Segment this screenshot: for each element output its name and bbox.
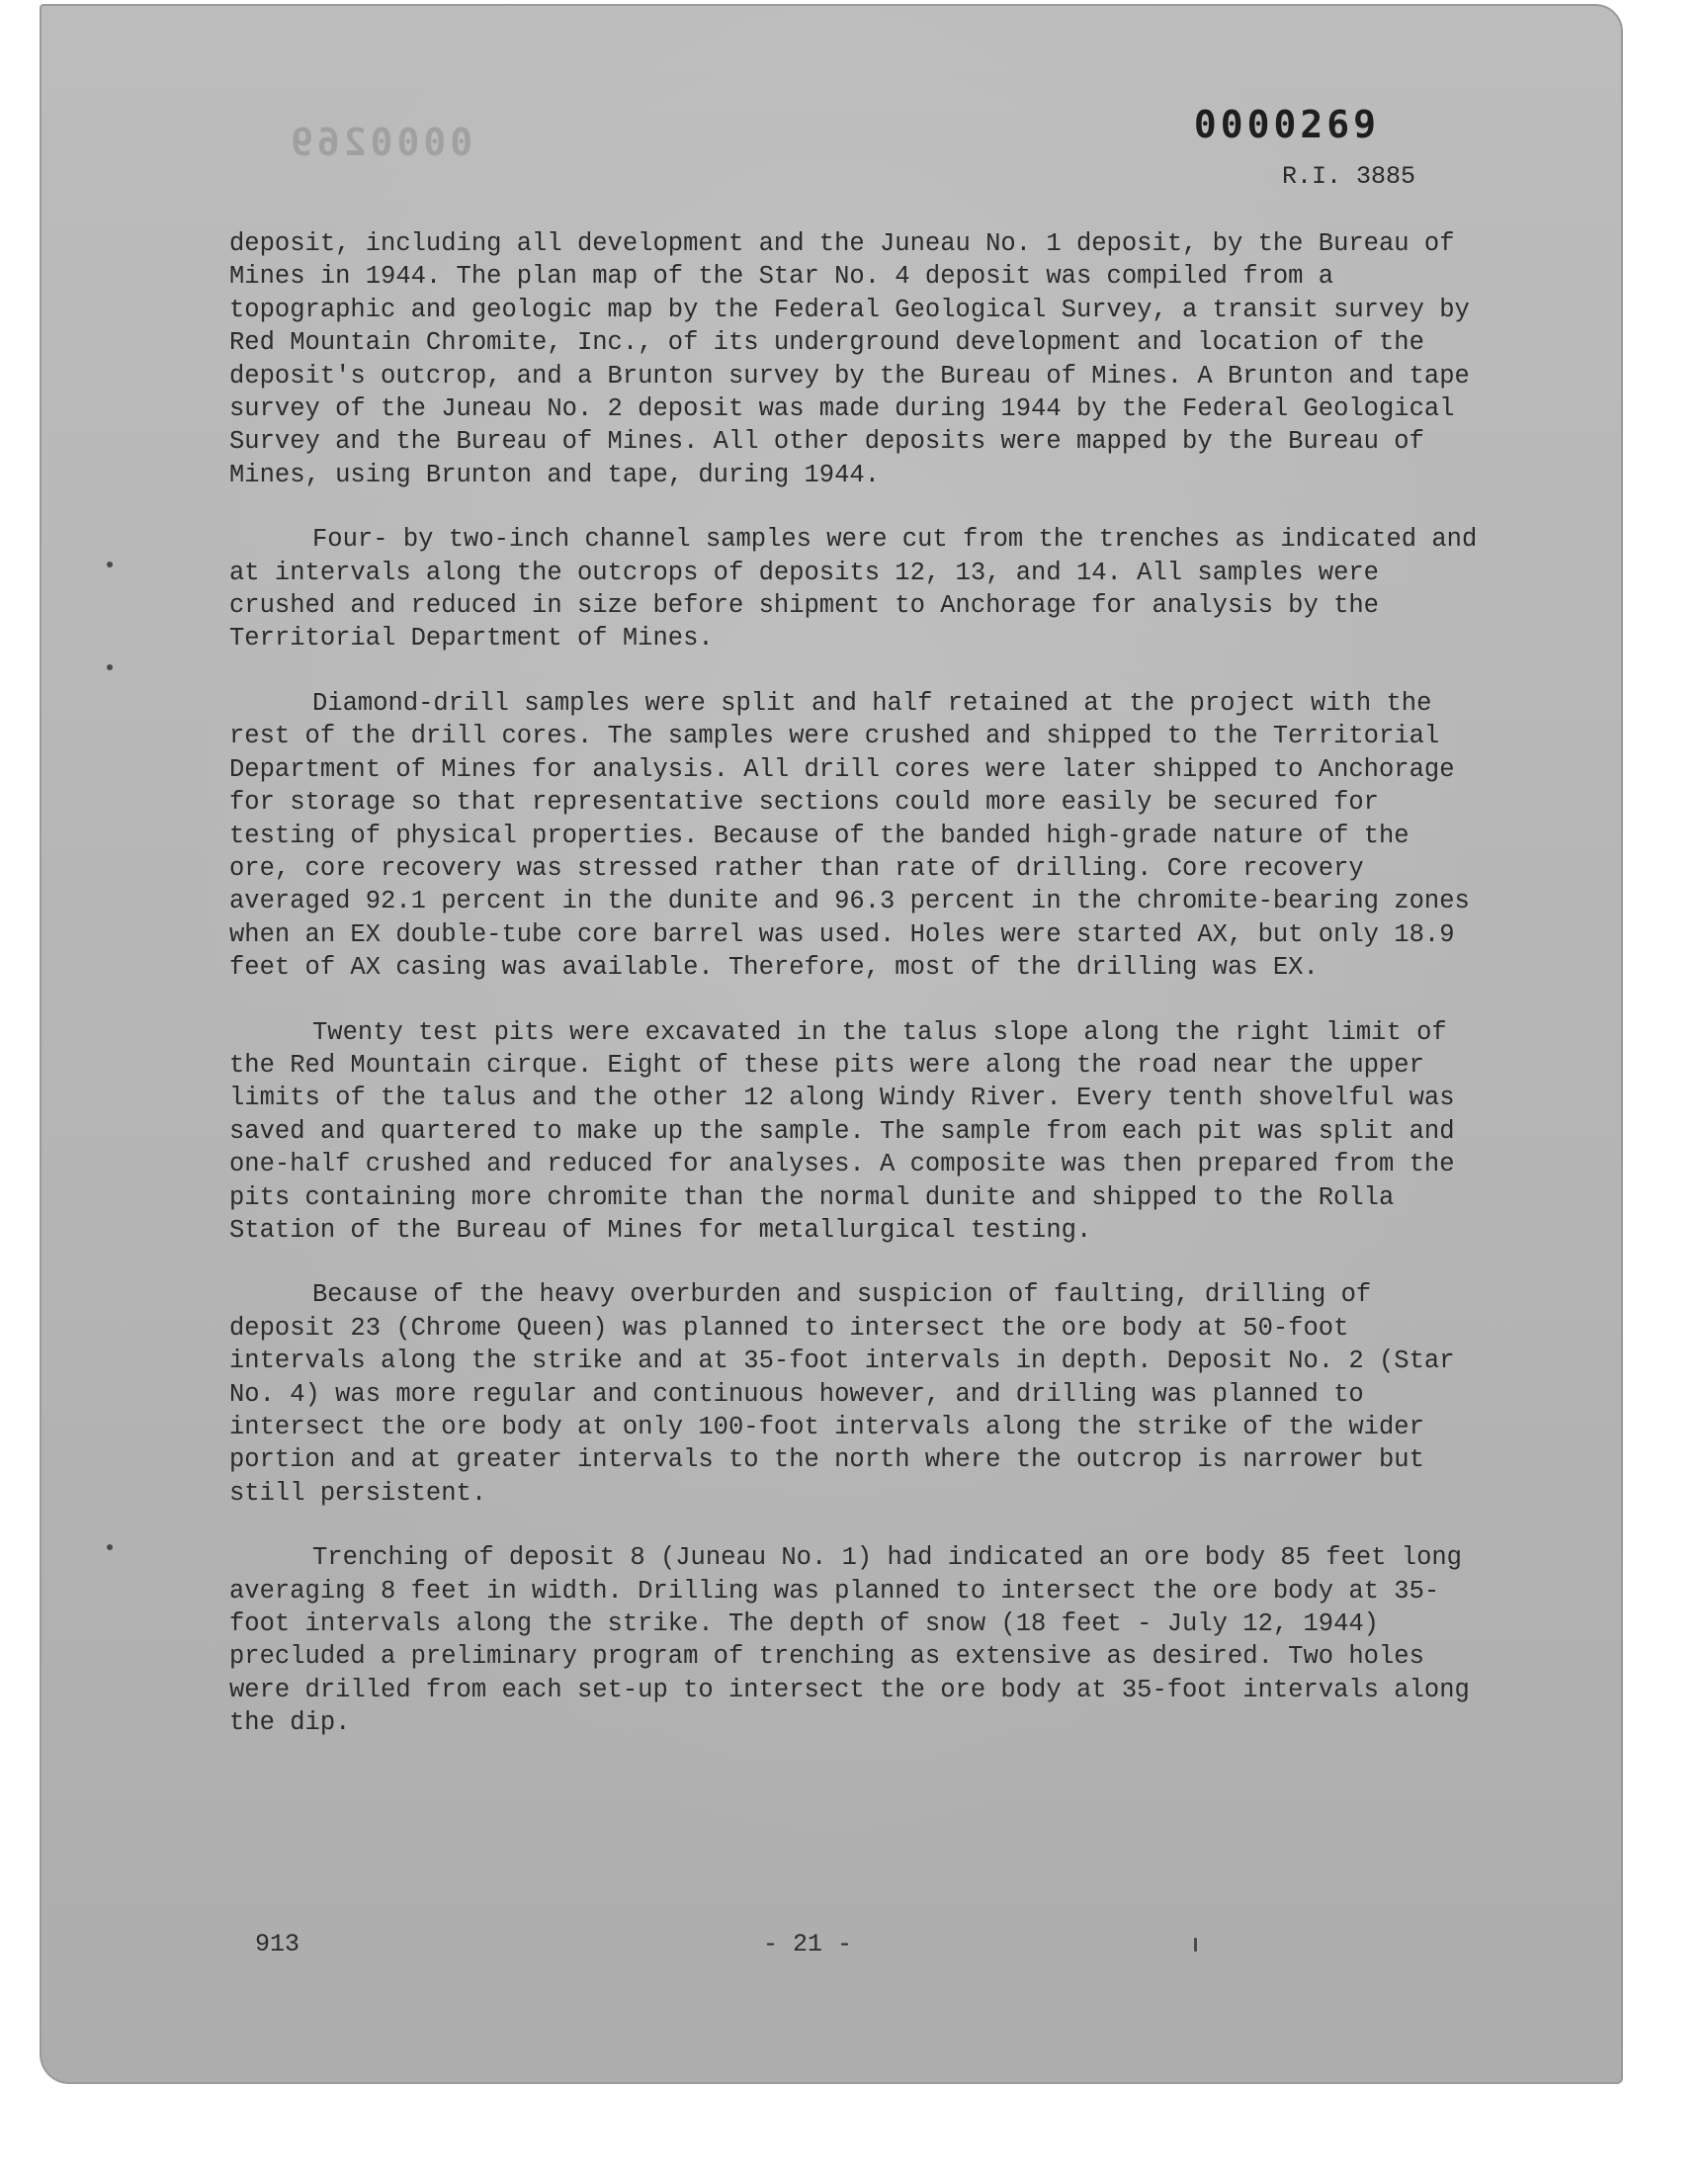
- paragraph-3: Diamond-drill samples were split and half retained at the project with the rest of the drill cores. The samples were crushed and shipped to the Territorial Department of Mines for analysis. All drill cores were later shipped to Anchorage for storage so that representative sections could more easily be secured for testing of physical properties. Because of the banded high-grade nature of the ore, core recovery was stressed rather than rate of drilling. Core recovery averaged 92.1 percent in the dunite and 96.3 percent in the chromite-bearing zones when an EX double-tube core barrel was used. Holes were started AX, but only 18.9 feet of AX casing was available. Therefore, most of the drilling was EX.: [229, 688, 1470, 983]
- footer-code: 913: [255, 1930, 300, 1958]
- scan-speck: [1194, 1938, 1197, 1952]
- paragraph-6: Trenching of deposit 8 (Juneau No. 1) had indicated an ore body 85 feet long averaging 8 feet in width. Drilling was planned to intersect the ore body at 35-foot intervals along the strike. The depth of snow (18 feet - July 12, 1944) precluded a preliminary program of trenching as extensive as desired. Two holes were drilled from each set-up to intersect the ore body at 35-foot intervals along the dip.: [229, 1543, 1470, 1738]
- bleed-through-stamp: 0000269: [287, 121, 473, 164]
- document-number-stamp: 0000269: [1193, 103, 1380, 146]
- paragraph-1: deposit, including all development and the Juneau No. 1 deposit, by the Bureau of Mines in 1944. The plan map of the Star No. 4 deposit was compiled from a topographic and geologic map by the Federal Geological Survey, a transit survey by Red Mountain Chromite, Inc., of its underground development and location of the deposit's outcrop, and a Brunton survey by the Bureau of Mines. A Brunton and tape survey of the Juneau No. 2 deposit was made during 1944 by the Federal Geological Survey and the Bureau of Mines. All other deposits were mapped by the Bureau of Mines, using Brunton and tape, during 1944.: [229, 229, 1470, 489]
- body-text: [229, 227, 1485, 1772]
- scan-speck: [107, 1544, 113, 1550]
- scan-speck: [107, 664, 113, 670]
- paragraph-5: Because of the heavy overburden and suspicion of faulting, drilling of deposit 23 (Chrome Queen) was planned to intersect the ore body at 50-foot intervals along the strike and at 35-foot intervals in depth. Deposit No. 2 (Star No. 4) was more regular and continuous however, and drilling was planned to intersect the ore body at only 100-foot intervals along the strike of the wider portion and at greater intervals to the north where the outcrop is narrower but still persistent.: [229, 1280, 1455, 1508]
- paragraph-4: Twenty test pits were excavated in the talus slope along the right limit of the Red Mountain cirque. Eight of these pits were along the road near the upper limits of the talus and the other 12 along Windy River. Every tenth shovelful was saved and quartered to make up the sample. The sample from each pit was split and one-half crushed and reduced for analyses. A composite was then prepared from the pits containing more chromite than the normal dunite and shipped to the Rolla Station of the Bureau of Mines for metallurgical testing.: [229, 1017, 1455, 1245]
- report-number: R.I. 3885: [1281, 162, 1415, 191]
- page-number: - 21 -: [763, 1930, 853, 1958]
- scan-speck: [107, 562, 113, 567]
- paragraph-2: Four- by two-inch channel samples were cut from the trenches as indicated and at intervals along the outcrops of deposits 12, 13, and 14. All samples were crushed and reduced in size before shipment to Anchorage for analysis by the Territorial Department of Mines.: [229, 525, 1478, 653]
